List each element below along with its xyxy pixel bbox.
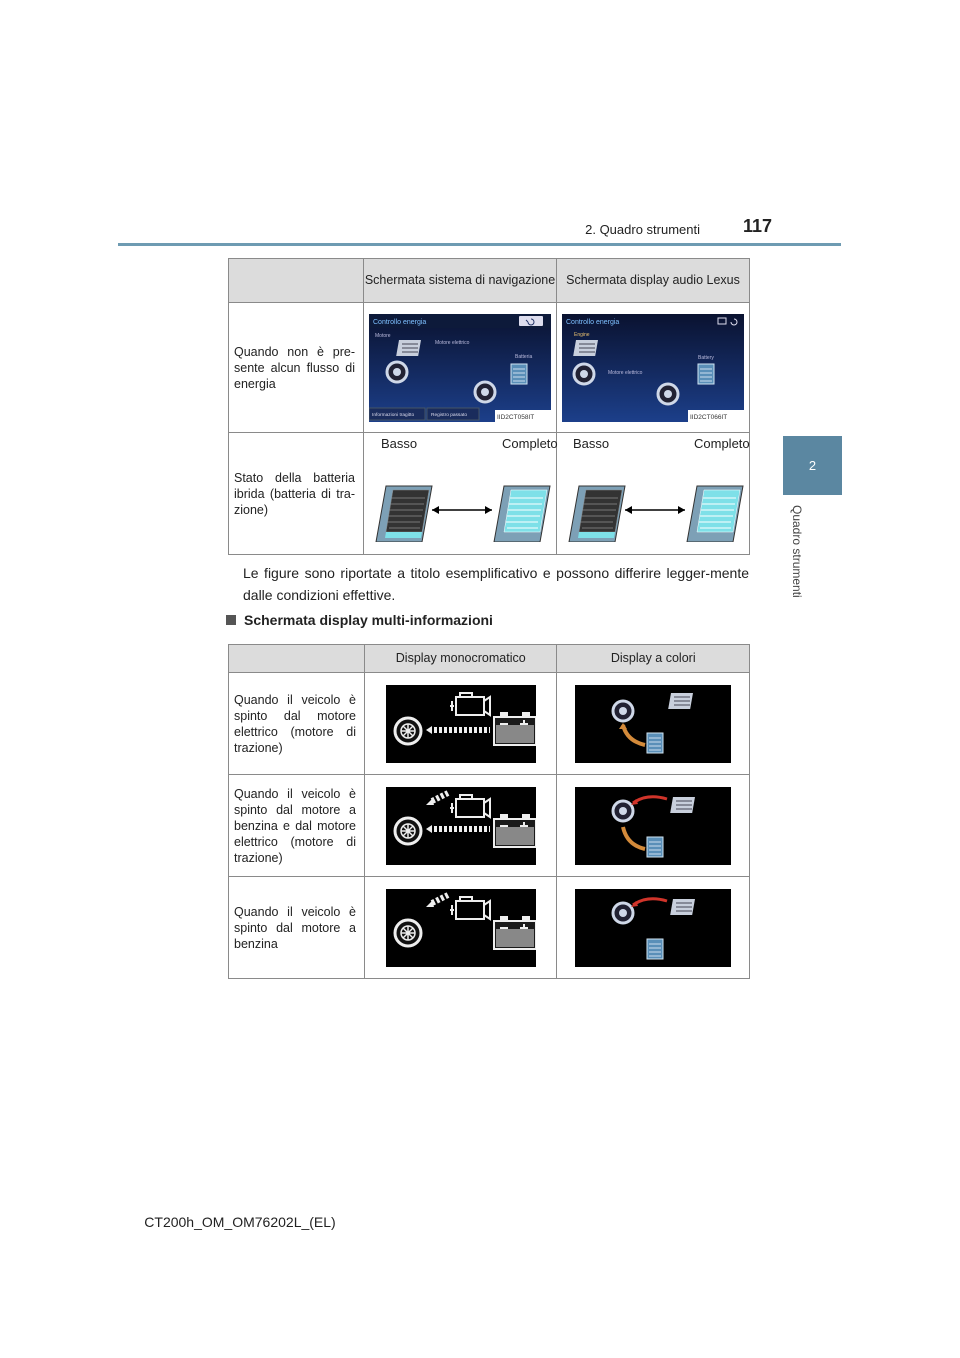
chapter-tab: 2 — [783, 436, 842, 495]
audio-wheel-front-icon — [574, 364, 594, 384]
battery-level-navigation — [364, 442, 556, 542]
header-rule — [118, 243, 841, 246]
document-code: CT200h_OM_OM76202L_(EL) — [144, 1214, 336, 1230]
color-electric-display — [575, 685, 731, 763]
energy-screen-table — [228, 258, 750, 555]
section-title: 2. Quadro strumenti — [585, 222, 700, 237]
color-hybrid-display — [575, 787, 731, 865]
note-text: Le figure sono riportate a titolo esemplificativo e possono differire legger-mente dalle condizioni effettive. — [243, 565, 749, 603]
color-battery-icon — [647, 733, 663, 753]
nav-full-label: Completo — [502, 436, 558, 451]
row-label-electric: Quando il veicolo è spinto dal motore elettrico (motore di trazione) — [229, 673, 365, 775]
color-engine-icon — [670, 797, 695, 813]
nav-low-label: Basso — [381, 436, 418, 451]
color-wheel-icon — [613, 801, 633, 821]
col-header-navigation: Schermata sistema di navigazione — [364, 259, 557, 303]
mono-electric-display — [386, 685, 536, 763]
row-label-battery-status: Stato della batteria ibrida (batteria di tra-zione) — [229, 433, 364, 555]
bullet-square-icon — [226, 615, 236, 625]
page-number: 117 — [742, 216, 772, 236]
nav-battery-label: Batteria — [515, 353, 533, 360]
nav-image-code: IID2CT058IT — [497, 413, 535, 421]
color-battery-icon — [647, 939, 663, 959]
audio-wheel-rear-icon — [658, 384, 678, 404]
subheading: Schermata display multi-informazioni — [226, 612, 493, 628]
color-battery-icon — [647, 837, 663, 857]
nav-trip-button: Informazioni tragitto — [372, 412, 415, 418]
mono-wheel-icon — [395, 920, 421, 946]
audio-low-label: Basso — [573, 436, 610, 451]
nav-engine-label: Motore — [375, 332, 391, 339]
nav-motor-label: Motore elettrico — [435, 339, 470, 346]
navigation-energy-screen — [369, 314, 551, 422]
nav-engine-icon — [396, 340, 421, 356]
color-wheel-icon — [613, 903, 633, 923]
mono-wheel-icon — [395, 818, 421, 844]
audio-image-code: IID2CT066IT — [690, 413, 728, 421]
audio-full-label: Completo — [694, 436, 750, 451]
color-engine-icon — [670, 899, 695, 915]
mono-hybrid-display — [386, 787, 536, 865]
nav-wheel-front-icon — [387, 362, 407, 382]
row-label-gasoline: Quando il veicolo è spinto dal motore a benzina — [229, 877, 365, 979]
nav-history-button: Registro passato — [431, 412, 467, 418]
audio-motor-label: Motore elettrico — [608, 369, 643, 376]
nav-title: Controllo energia — [373, 318, 427, 326]
mono-gasoline-display — [386, 889, 536, 967]
nav-wheel-rear-icon — [475, 382, 495, 402]
row-label-no-flow: Quando non è pre-sente alcun flusso di energia — [229, 303, 364, 433]
col-header-audio: Schermata display audio Lexus — [557, 259, 750, 303]
multi-info-table — [228, 644, 750, 979]
audio-title: Controllo energia — [566, 318, 620, 326]
audio-battery-label: Battery — [698, 354, 714, 361]
chapter-tab-label: Quadro strumenti — [790, 505, 804, 598]
audio-energy-screen — [562, 314, 744, 422]
row-label-hybrid: Quando il veicolo è spinto dal motore a benzina e dal motore elettrico (motore di trazione) — [229, 775, 365, 877]
nav-battery-icon — [511, 364, 527, 384]
battery-level-audio — [557, 442, 749, 542]
audio-battery-icon — [698, 364, 714, 384]
mono-wheel-icon — [395, 718, 421, 744]
audio-engine-icon — [573, 340, 598, 356]
color-gasoline-display — [575, 889, 731, 967]
col-header-color: Display a colori — [557, 645, 750, 673]
color-wheel-icon — [613, 701, 633, 721]
color-engine-icon — [668, 693, 693, 709]
col-header-mono: Display monocromatico — [365, 645, 557, 673]
audio-engine-label: Engine — [574, 331, 590, 338]
